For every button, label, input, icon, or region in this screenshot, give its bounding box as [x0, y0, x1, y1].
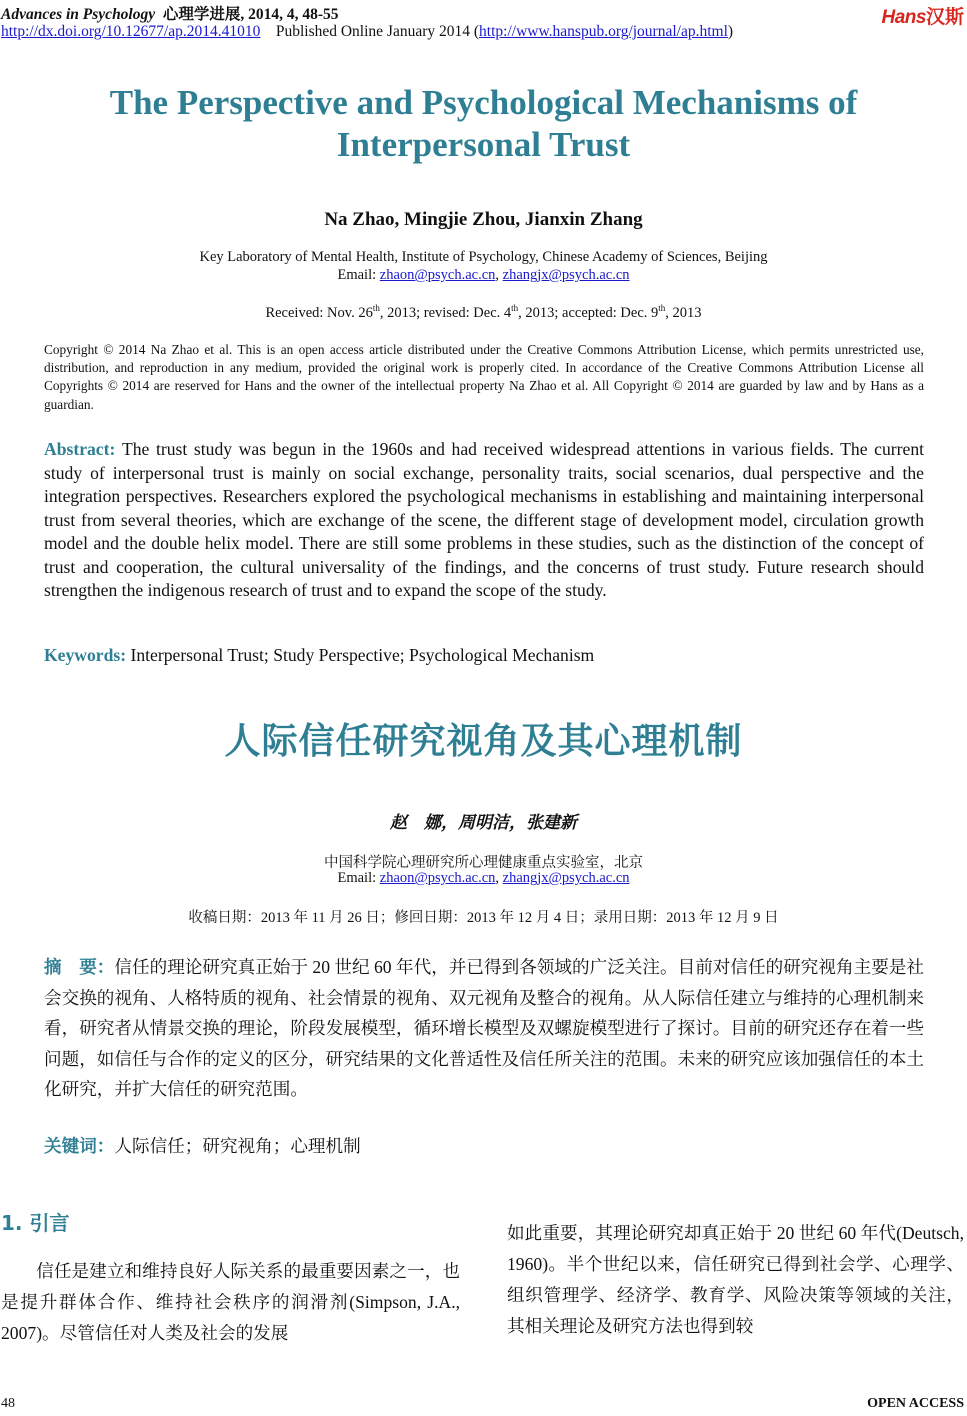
- sup: th: [511, 303, 519, 313]
- keywords-cn-label: 关键词：: [44, 1136, 115, 1156]
- keywords-cn-text: 人际信任；研究视角；心理机制: [114, 1136, 361, 1156]
- keywords-en: [44, 645, 594, 666]
- affiliation-en: Key Laboratory of Mental Health, Institute of Psychology, Chinese Academy of Sciences, Beijing: [199, 249, 768, 265]
- received-date: Received: Nov. 26: [265, 304, 373, 321]
- accepted-date: , 2013; accepted: Dec. 9: [518, 304, 659, 321]
- email-label: Email:: [337, 267, 380, 283]
- title-cn: 人际信任研究视角及其心理机制: [224, 721, 743, 762]
- sup: th: [658, 303, 666, 313]
- dates-cn: 收稿日期：2013 年 11 月 26 日；修回日期：2013 年 12 月 4 日；录用日期：2013 年 12 月 9 日: [188, 910, 779, 926]
- logo-en: Hans: [881, 7, 926, 28]
- keywords-label: Keywords:: [44, 645, 131, 665]
- section-heading-introduction: 1. 引言: [1, 1211, 70, 1235]
- authors-cn: 赵 娜，周明洁，张建新: [390, 813, 577, 832]
- open-access-label: OPEN ACCESS: [867, 1396, 964, 1411]
- revised-date: , 2013; revised: Dec. 4: [379, 304, 512, 321]
- abstract-text: The trust study was begun in the 1960s and had received widespread attentions in various fields. The current study of interpersonal trust is mainly on social exchange, personality traits, social scenarios, dual perspective and the integration perspectives. Researchers explored the psychological mechanisms in establishing and maintaining interpersonal trust from several theories, which are exchange of the scene, the different stage of development model, circulation growth model and the double helix model. There are still some problems in these studies, such as the distinction of the concept of trust and cooperation, the cultural universality of the findings, and the concerns of trust study. Future research should strengthen the indigenous research of trust and to expand the scope of the study.: [44, 439, 924, 600]
- hans-logo: [882, 2, 964, 29]
- email-separator: ,: [495, 870, 503, 886]
- copyright-notice: Copyright © 2014 Na Zhao et al. This is an open access article distributed under the Creative Commons Attribution License, which permits unrestricted use, distribution, and reproduction in any medium, provided the original work is properly cited. In accordance of the Creative Commons Attribution License all Copyrights © 2014 are reserved for Hans and the owner of the intellectual property Na Zhao et al. All Copyright © 2014 are guarded by law and by Hans as a guardian.: [44, 342, 924, 412]
- email-link-2[interactable]: zhangjx@psych.ac.cn: [502, 870, 630, 886]
- title-en-line2: Interpersonal Trust: [336, 125, 631, 164]
- email-line-en: [0, 267, 967, 284]
- publication-line: [1, 23, 733, 41]
- title-en: [0, 82, 967, 166]
- keywords-cn: [44, 1133, 361, 1158]
- abstract-cn-label: 摘 要：: [44, 957, 115, 977]
- body-column-left: 信任是建立和维持良好人际关系的最重要因素之一，也是提升群体合作、维持社会秩序的润滑剂(Simpson, J.A., 2007)。尽管信任对人类及社会的发展: [1, 1261, 460, 1343]
- email-link-2[interactable]: zhangjx@psych.ac.cn: [502, 267, 630, 283]
- sup: th: [372, 303, 380, 313]
- doi-link[interactable]: http://dx.doi.org/10.12677/ap.2014.41010: [1, 23, 261, 40]
- published-text: Published Online January 2014 (: [275, 23, 480, 40]
- journal-name: Advances in Psychology: [1, 6, 156, 23]
- keywords-text: Interpersonal Trust; Study Perspective; Psychological Mechanism: [130, 645, 595, 665]
- email-link-1[interactable]: zhaon@psych.ac.cn: [379, 267, 496, 283]
- journal-link[interactable]: http://www.hanspub.org/journal/ap.html: [479, 23, 728, 40]
- logo-cn: 汉斯: [925, 7, 964, 28]
- page-number: 48: [1, 1396, 15, 1411]
- email-link-1[interactable]: zhaon@psych.ac.cn: [379, 870, 496, 886]
- email-separator: ,: [495, 267, 503, 283]
- abstract-cn-text: 信任的理论研究真正始于 20 世纪 60 年代，并已得到各领域的广泛关注。目前对信任的研究视角主要是社会交换的视角、人格特质的视角、社会情景的视角、双元视角及整合的视角。从人际信任建立与维持的心理机制来看，研究者从情景交换的理论，阶段发展模型，循环增长模型及双螺旋模型进行了探讨。目前的研究还存在着一些问题，如信任与合作的定义的区分，研究结果的文化普适性及信任所关注的范围。未来的研究应该加强信任的本土化研究，并扩大信任的研究范围。: [44, 957, 924, 1099]
- journal-info: 心理学进展, 2014, 4, 48-55: [162, 6, 339, 23]
- abstract-cn: [44, 952, 924, 1105]
- dates-en: [0, 303, 967, 322]
- title-en-line1: The Perspective and Psychological Mechanisms of: [109, 83, 858, 122]
- published-close: ): [727, 23, 734, 40]
- authors-en: Na Zhao, Mingjie Zhou, Jianxin Zhang: [324, 209, 643, 230]
- dates-end: , 2013: [665, 304, 702, 321]
- abstract-en: [44, 438, 924, 603]
- email-label: Email:: [337, 870, 380, 886]
- email-line-cn: [0, 870, 967, 887]
- affiliation-cn: 中国科学院心理研究所心理健康重点实验室，北京: [324, 855, 643, 871]
- body-column-right: 如此重要，其理论研究却真正始于 20 世纪 60 年代(Deutsch, 1960)。半个世纪以来，信任研究已得到社会学、心理学、组织管理学、经济学、教育学、风险决策等领域的关注，其相关理论及研究方法也得到较: [507, 1223, 964, 1336]
- journal-header: [1, 2, 339, 24]
- abstract-label: Abstract:: [44, 439, 122, 459]
